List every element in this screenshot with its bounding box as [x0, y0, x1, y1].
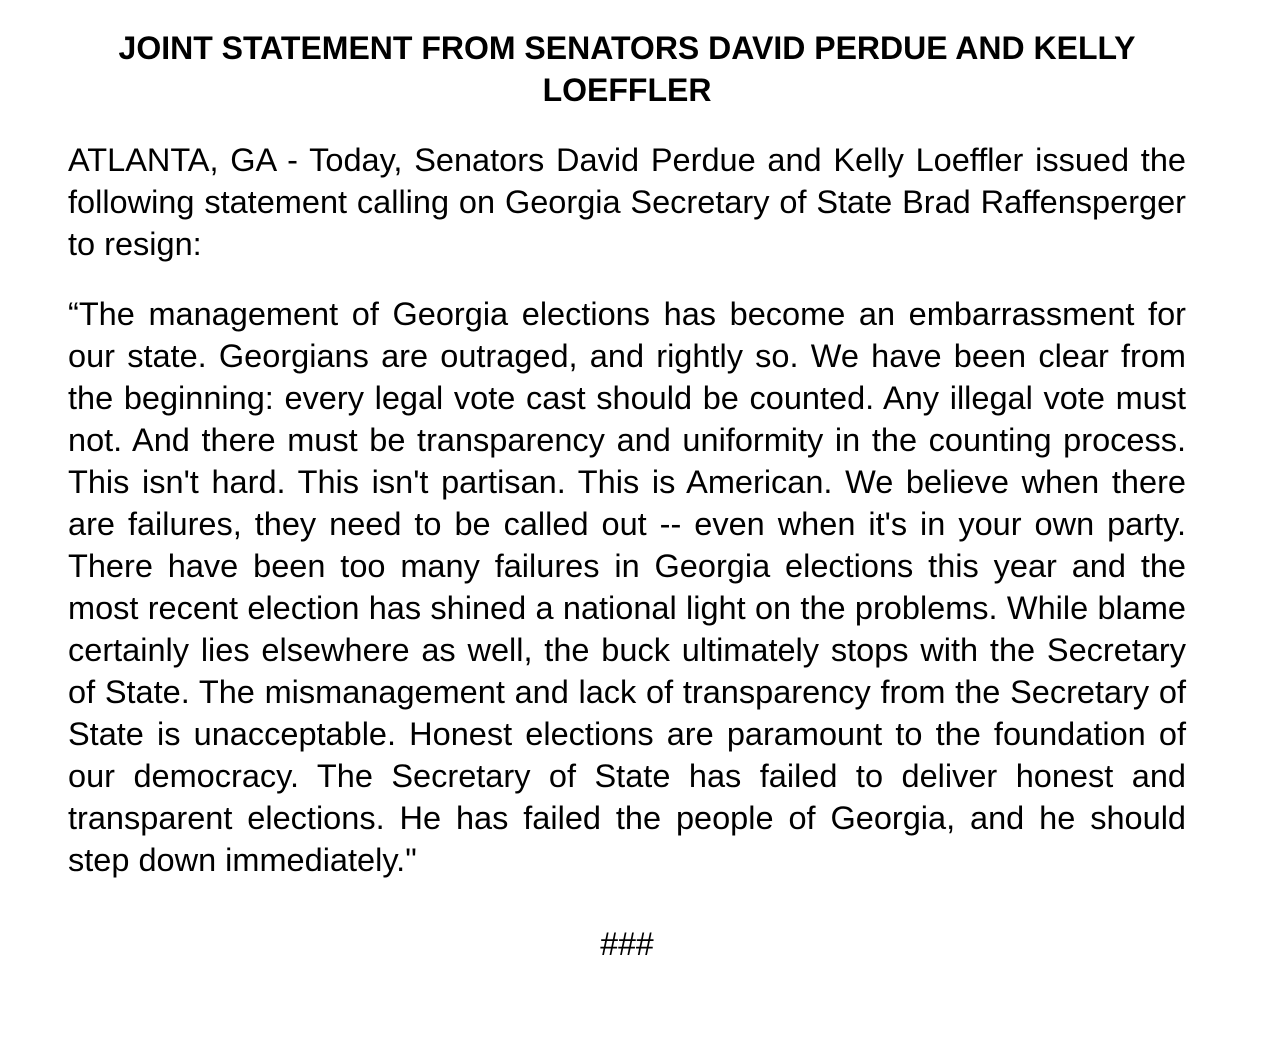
- end-mark: ###: [600, 926, 654, 962]
- document-title: JOINT STATEMENT FROM SENATORS DAVID PERDUE AND KELLY LOEFFLER: [118, 30, 1136, 108]
- press-release: [68, 0, 1186, 965]
- intro-paragraph: ATLANTA, GA - Today, Senators David Perdue and Kelly Loeffler issued the following statement calling on Georgia Secretary of State Brad Raffensperger to resign:: [68, 142, 1186, 262]
- statement-paragraph: “The management of Georgia elections has become an embarrassment for our state. Georgians are outraged, and rightly so. We have been clear from the beginning: every legal vote cast should be counted. Any illegal vote must not. And there must be transparency and uniformity in the counting process. This isn't hard. This isn't partisan. This is American. We believe when there are failures, they need to be called out -- even when it's in your own party. There have been too many failures in Georgia elections this year and the most recent election has shined a national light on the problems. While blame certainly lies elsewhere as well, the buck ultimately stops with the Secretary of State. The mismanagement and lack of transparency from the Secretary of State is unacceptable. Honest elections are paramount to the foundation of our democracy. The Secretary of State has failed to deliver honest and transparent elections. He has failed the people of Georgia, and he should step down immediately.": [68, 296, 1186, 878]
